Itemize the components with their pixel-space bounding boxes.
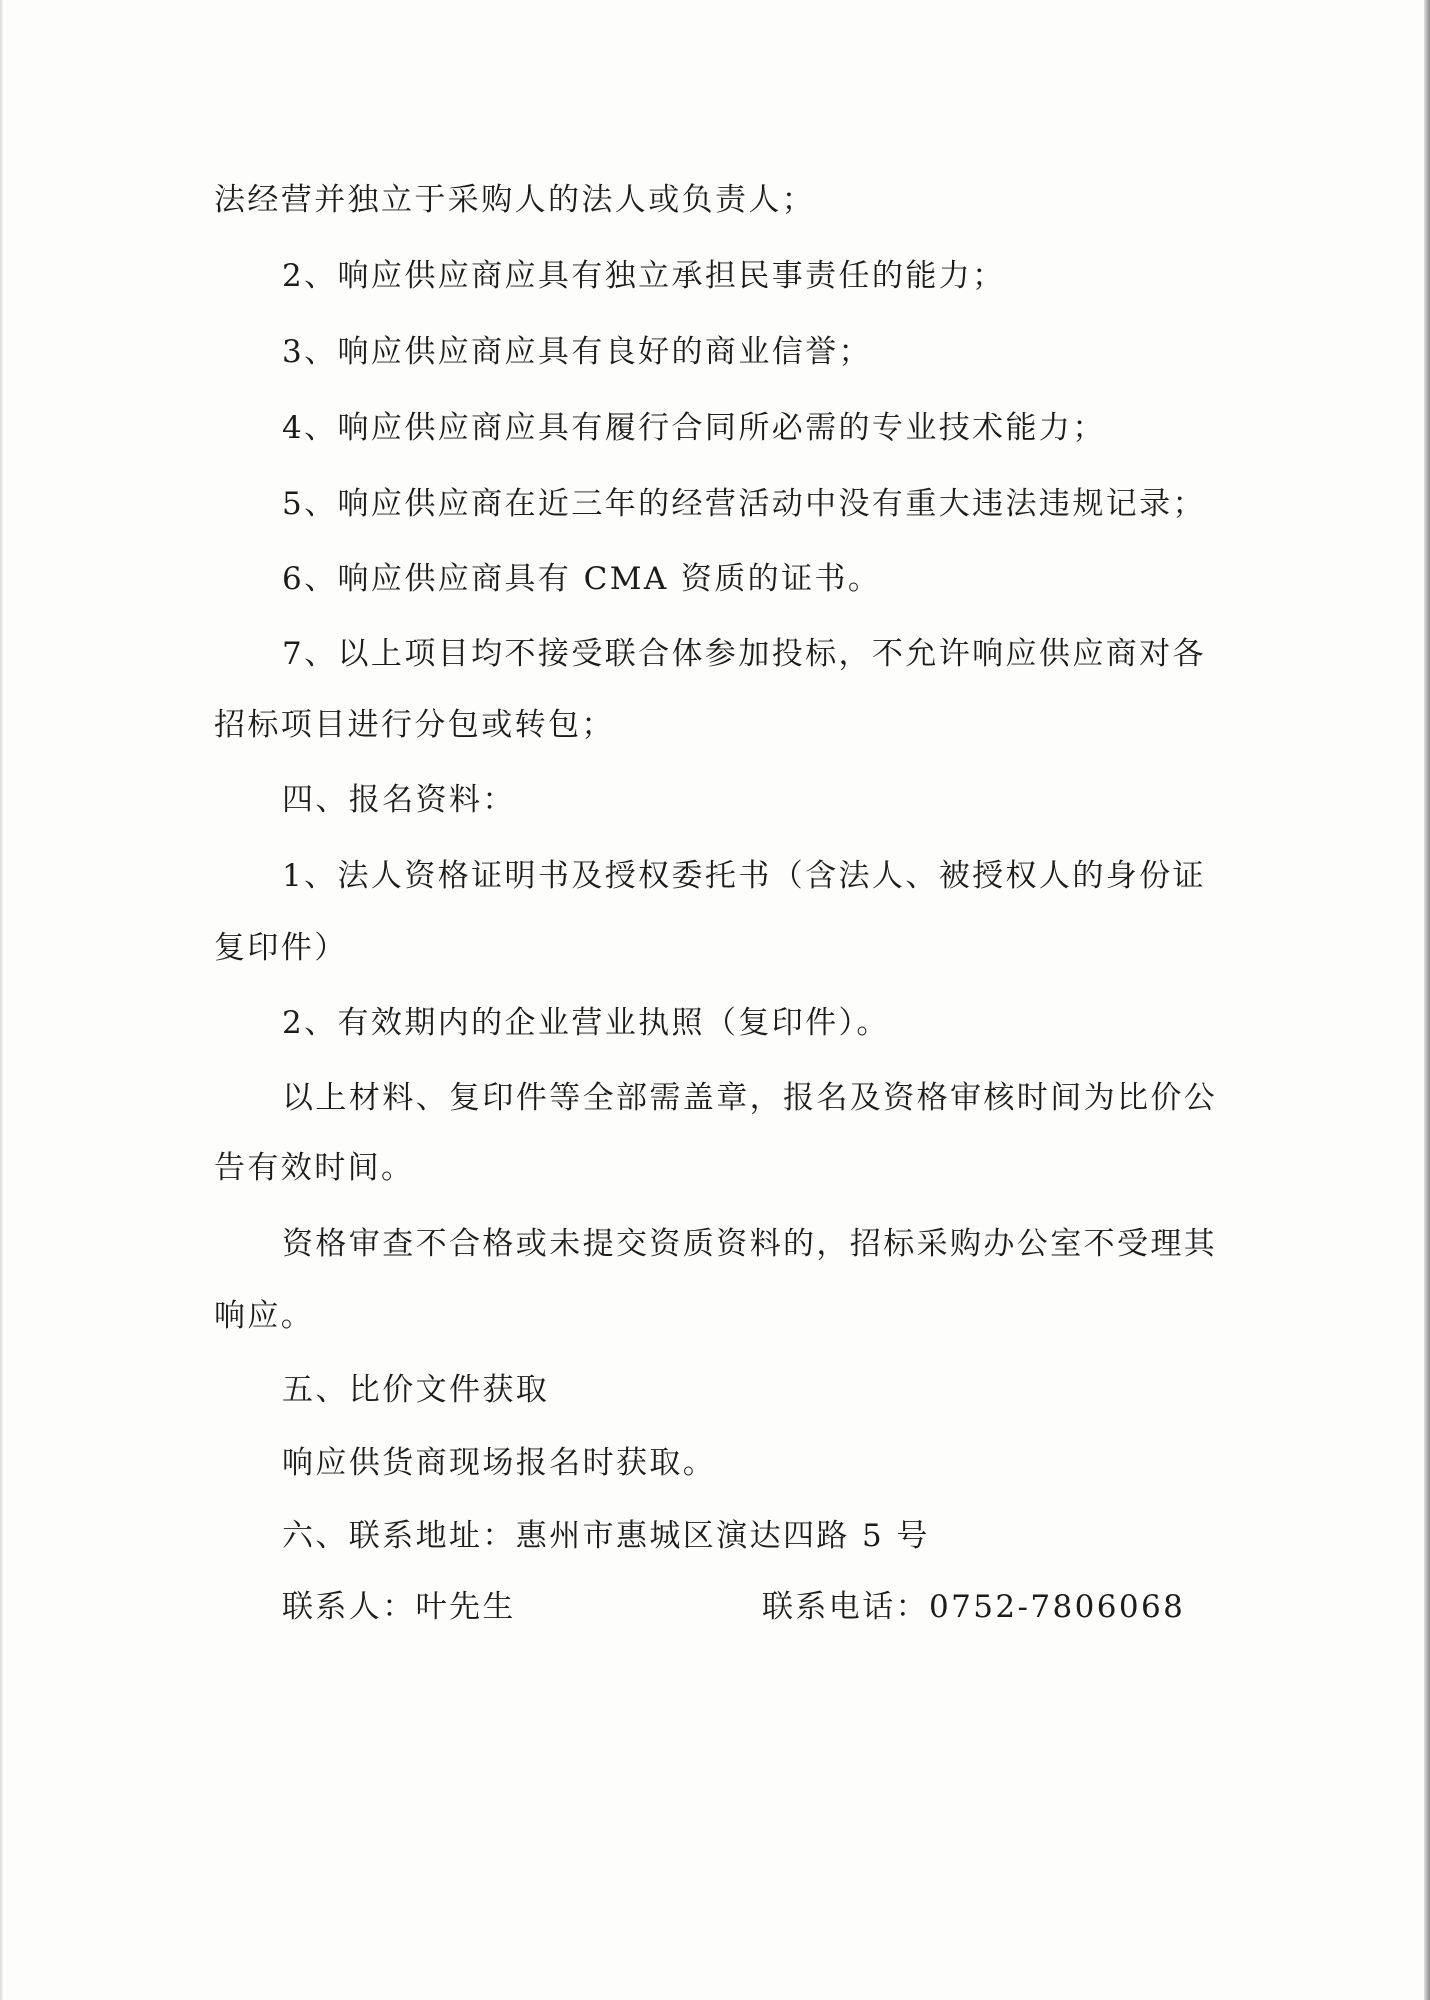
requirement-item-4: 4、响应供应商应具有履行合同所必需的专业技术能力； <box>282 410 1106 446</box>
registration-item-1: 1、法人资格证明书及授权委托书（含法人、被授权人的身份证 <box>282 858 1206 894</box>
requirement-item-7-cont: 招标项目进行分包或转包； <box>214 707 615 743</box>
page-right-edge <box>1424 0 1430 2000</box>
page-left-edge <box>0 0 3 2000</box>
qualification-note-cont: 响应。 <box>214 1298 315 1334</box>
requirement-item-6: 6、响应供应商具有 CMA 资质的证书。 <box>282 561 882 597</box>
requirement-item-3: 3、响应供应商应具有良好的商业信誉； <box>282 334 872 370</box>
contact-person: 联系人：叶先生 <box>282 1589 516 1625</box>
section-heading-documents: 五、比价文件获取 <box>282 1372 550 1408</box>
qualification-note: 资格审查不合格或未提交资质资料的，招标采购办公室不受理其 <box>282 1226 1218 1262</box>
requirement-item-5: 5、响应供应商在近三年的经营活动中没有重大违法违规记录； <box>282 486 1206 522</box>
requirement-item-2: 2、响应供应商应具有独立承担民事责任的能力； <box>282 258 1006 294</box>
requirement-item-7: 7、以上项目均不接受联合体参加投标，不允许响应供应商对各 <box>282 636 1206 672</box>
documents-note: 响应供货商现场报名时获取。 <box>282 1445 717 1481</box>
contact-phone: 联系电话：0752-7806068 <box>762 1589 1186 1625</box>
text-line-continuation: 法经营并独立于采购人的法人或负责人； <box>214 182 816 218</box>
registration-item-2: 2、有效期内的企业营业执照（复印件）。 <box>282 1005 890 1041</box>
section-heading-address: 六、联系地址：惠州市惠城区演达四路 5 号 <box>282 1518 930 1554</box>
registration-note-cont: 告有效时间。 <box>214 1150 415 1186</box>
registration-note: 以上材料、复印件等全部需盖章，报名及资格审核时间为比价公 <box>282 1080 1218 1116</box>
section-heading-registration: 四、报名资料： <box>282 782 516 818</box>
registration-item-1-cont: 复印件） <box>214 930 348 966</box>
